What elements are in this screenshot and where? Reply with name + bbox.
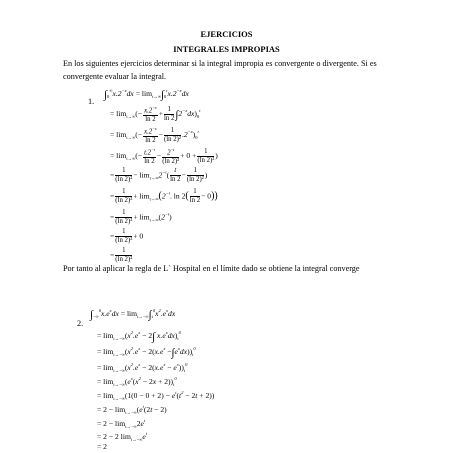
exercise-2-step-1: $\int_{-\infty}^0x.e^xdx = \lim_{t\to-\infty}\int_t^0x^2.e^xdx$ bbox=[90, 308, 176, 321]
intro-paragraph: En los siguientes ejercicios determinar si la integral impropia es convergente o divergente. Si es convergente evaluar la integral. bbox=[63, 59, 377, 81]
exercise-2-number: 2. bbox=[77, 319, 84, 328]
exercise-1-step-6: = $\frac{1}{\text{(ln 2)²}}$ + $\lim_{t\to\infty}(2^{-t}$. ln 2( $\frac{1}{\ln 2}$ − 0)) bbox=[110, 188, 218, 204]
exercise-2-step-10: = 2 bbox=[97, 442, 107, 451]
exercise-1-step-7: = $\frac{1}{\text{(ln 2)²}}$ + $\lim_{t\to\infty}(2^{-t})$ bbox=[110, 209, 172, 225]
exercise-2-step-5: = $\lim_{t\to-\infty}(e^x(x^2 - 2x + 2))_t^0$ bbox=[97, 376, 177, 387]
conclusion-paragraph: Por tanto al aplicar la regla de L` Hospital en el límite dado se obtiene la integral converge bbox=[63, 264, 360, 273]
exercise-1-step-2: = $\lim_{t\to\infty}(-$ $\frac{x.2^{-x}}{\ln 2}$ + $\frac{1}{\ln 2}$ $\int 2^{-x}dx)_0^t$ bbox=[110, 105, 201, 124]
exercise-2-step-8: = $2 - \lim_{t\to-\infty}2e^t$ bbox=[97, 418, 146, 429]
exercise-2-step-2: = $\lim_{t\to-\infty}(x^2.e^x - 2\int$ $x.e^xdx)_t^0$ bbox=[97, 330, 181, 343]
document-title: EJERCICIOS bbox=[200, 29, 253, 39]
exercise-2-step-9: = 2 − 2 $\lim_{t\to-\infty}e^t$ bbox=[97, 431, 148, 442]
exercise-1-step-9: = $\frac{1}{\text{(ln 2)²}}$ bbox=[110, 247, 133, 263]
exercise-1-step-4: = $\lim_{t\to\infty}(-$ $\frac{t.2^{-t}}{\ln 2}$ − $\frac{2^{-t}}{\text{(ln 2)²}}$ + 0 + $\frac{1}{\text{(ln 2)²}}$ ) bbox=[110, 147, 218, 166]
exercise-2-step-4: = $\lim_{t\to-\infty}(x^2.e^x - 2(x.e^x - e^x))_t^0$ bbox=[97, 362, 188, 373]
exercise-1-step-8: = $\frac{1}{\text{(ln 2)²}}$ + 0 bbox=[110, 228, 144, 244]
exercise-2-step-3: = $\lim_{t\to-\infty}(x^2.e^x - 2(x.e^x -\int e^xdx))_t^0$ bbox=[97, 346, 196, 359]
exercise-2-step-7: = $2 - \lim_{t\to-\infty}(e^t(2t - 2)$ bbox=[97, 404, 167, 415]
exercise-1-step-1: $\int_0^\infty x.2^{-x}dx = \lim_{t\to\infty}\int_0^tx.2^{-x}dx$ bbox=[104, 88, 189, 101]
exercise-1-step-3: = $\lim_{t\to\infty}(-$ $\frac{x.2^{-x}}{\ln 2}$ − $\frac{1}{\text{(ln 2)²}}$ $.2^{-x})_0^t$ bbox=[110, 126, 199, 145]
document-subtitle: INTEGRALES IMPROPIAS bbox=[173, 44, 280, 54]
exercise-2-step-6: = $\lim_{t\to-\infty}(1(0 - 0 + 2) - e^t(t^2 - 2t + 2))$ bbox=[97, 390, 215, 401]
exercise-1-number: 1. bbox=[88, 97, 95, 106]
exercise-1-step-5: = $\frac{1}{\text{(ln 2)²}}$ − $\lim_{t\to\infty}2^{-t}$( $\frac{t}{\ln 2}$ − $\frac{1}{\text{(ln 2)²}}$ ) bbox=[110, 167, 208, 183]
